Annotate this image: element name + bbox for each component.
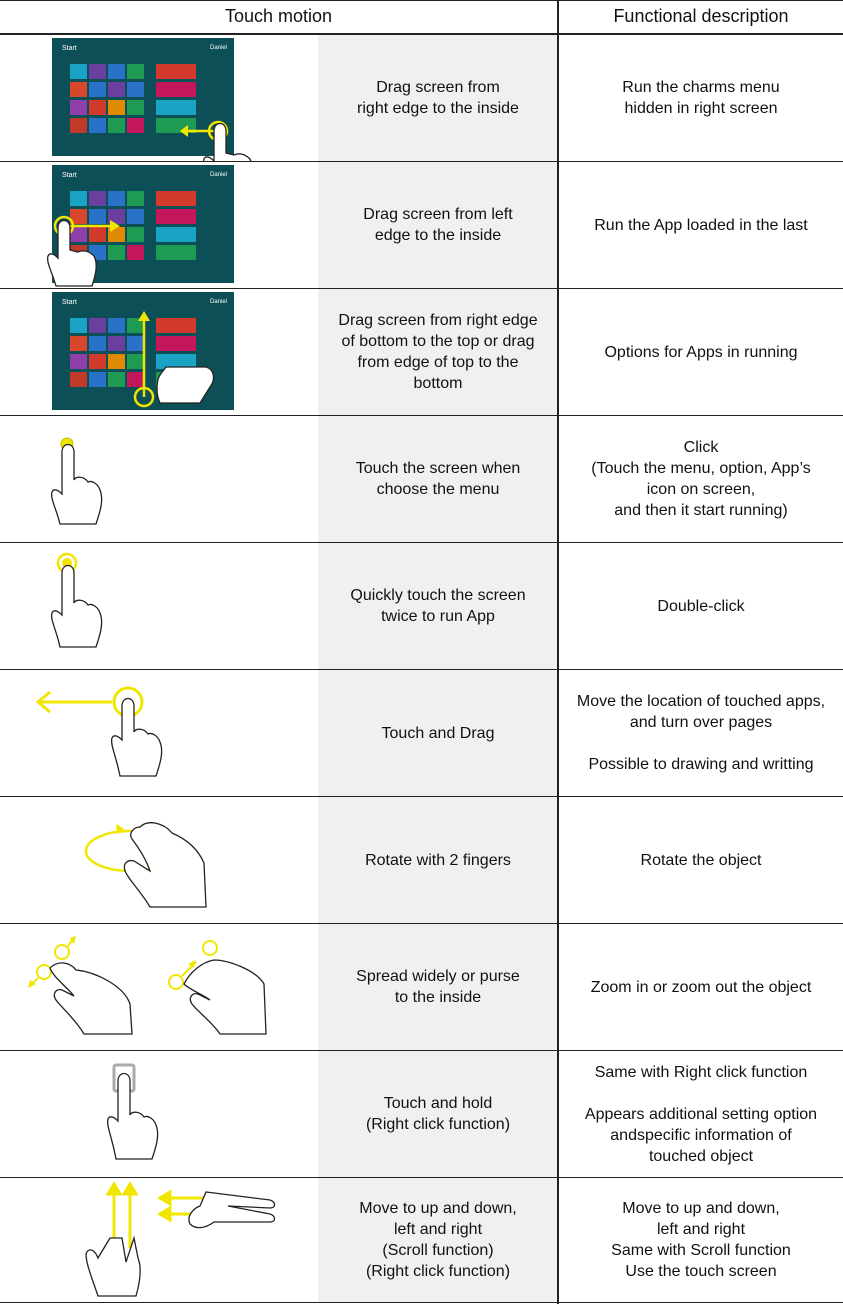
table-row — [0, 1051, 843, 1178]
start-label: Start — [62, 299, 77, 306]
app-tile — [127, 227, 144, 242]
app-tile — [70, 372, 87, 387]
app-tile — [127, 118, 144, 133]
app-tile — [156, 245, 196, 260]
touch-motion-text: Drag screen from right edge to the inside — [318, 35, 558, 161]
table-row — [0, 289, 843, 416]
touch-motion-text: Move to up and down, left and right (Scroll function) (Right click function) — [318, 1178, 558, 1302]
app-tile — [127, 64, 144, 79]
app-tile — [89, 100, 106, 115]
touch-hold-icon — [0, 1051, 318, 1177]
app-tile — [108, 336, 125, 351]
table-row — [0, 797, 843, 924]
start-label: Start — [62, 45, 77, 52]
functional-description-text: Run the App loaded in the last — [594, 216, 808, 234]
functional-description-text: Options for Apps in running — [604, 343, 798, 361]
app-tile — [156, 209, 196, 224]
functional-description-text: Rotate the object — [640, 851, 762, 869]
swipe-left-edge-icon — [0, 162, 318, 288]
app-tile — [89, 118, 106, 133]
app-tile — [127, 354, 144, 369]
app-tile — [108, 318, 125, 333]
touch-motion-text: Drag screen from left edge to the inside — [318, 162, 558, 288]
pinch-zoom-icon — [0, 924, 318, 1050]
touch-motion-text: Touch and Drag — [318, 670, 558, 796]
user-label: Daniel — [210, 172, 228, 178]
app-tile — [89, 64, 106, 79]
app-tile — [70, 191, 87, 206]
tap-icon — [0, 416, 318, 542]
start-label: Start — [62, 172, 77, 179]
touch-motion-text: Quickly touch the screen twice to run App — [318, 543, 558, 669]
app-tile — [89, 354, 106, 369]
app-tile — [89, 227, 106, 242]
app-tile — [108, 372, 125, 387]
double-tap-icon — [0, 543, 318, 669]
app-tile — [89, 191, 106, 206]
user-label: Daniel — [210, 45, 228, 51]
functional-description-text: Move to up and down, left and right Same with Scroll function Use the touch screen — [611, 1200, 791, 1280]
app-tile — [89, 82, 106, 97]
app-tile — [127, 372, 144, 387]
touch-motion-text: Touch and hold (Right click function) — [318, 1051, 558, 1177]
app-tile — [156, 227, 196, 242]
table-row — [0, 162, 843, 289]
user-label: Daniel — [210, 299, 228, 305]
header-functional-description: Functional description — [559, 0, 843, 35]
app-tile — [156, 191, 196, 206]
app-tile — [70, 118, 87, 133]
swipe-right-edge-icon — [0, 35, 318, 161]
drag-icon — [0, 670, 318, 796]
app-tile — [127, 191, 144, 206]
table-row — [0, 670, 843, 797]
app-tile — [108, 100, 125, 115]
table-row — [0, 1178, 843, 1303]
app-tile — [89, 318, 106, 333]
app-tile — [127, 336, 144, 351]
app-tile — [127, 82, 144, 97]
app-tile — [108, 118, 125, 133]
functional-description-text: Move the location of touched apps, and turn over pages Possible to drawing and writting — [576, 693, 826, 773]
app-tile — [156, 318, 196, 333]
touch-motion-text: Touch the screen when choose the menu — [318, 416, 558, 542]
app-tile — [156, 100, 196, 115]
two-finger-scroll-icon — [0, 1178, 318, 1302]
table-row — [0, 924, 843, 1051]
app-tile — [156, 336, 196, 351]
app-tile — [108, 191, 125, 206]
app-tile — [70, 82, 87, 97]
app-tile — [89, 336, 106, 351]
app-tile — [70, 354, 87, 369]
app-tile — [127, 209, 144, 224]
functional-description-text: Double-click — [657, 597, 745, 615]
app-tile — [156, 64, 196, 79]
swipe-bottom-edge-icon — [0, 289, 318, 415]
touch-motion-text: Spread widely or purse to the inside — [318, 924, 558, 1050]
app-tile — [108, 82, 125, 97]
rotate-icon — [0, 797, 318, 923]
table-row — [0, 35, 843, 162]
functional-description-text: Run the charms menu hidden in right screen — [622, 79, 780, 117]
app-tile — [89, 209, 106, 224]
app-tile — [127, 100, 144, 115]
app-tile — [108, 354, 125, 369]
app-tile — [156, 82, 196, 97]
table-row — [0, 543, 843, 670]
app-tile — [70, 336, 87, 351]
app-tile — [70, 318, 87, 333]
table-row — [0, 416, 843, 543]
app-tile — [127, 245, 144, 260]
app-tile — [108, 64, 125, 79]
touch-motion-text: Rotate with 2 fingers — [318, 797, 558, 923]
functional-description-text: Same with Right click function Appears additional setting option andspecific information of touched object — [584, 1063, 818, 1165]
functional-description-text: Zoom in or zoom out the object — [590, 978, 812, 996]
app-tile — [70, 64, 87, 79]
functional-description-text: Click (Touch the menu, option, App’s icon on screen, and then it start running) — [591, 439, 811, 519]
header-touch-motion: Touch motion — [0, 0, 557, 35]
app-tile — [108, 245, 125, 260]
app-tile — [89, 372, 106, 387]
app-tile — [70, 100, 87, 115]
touch-motion-text: Drag screen from right edge of bottom to the top or drag from edge of top to the bottom — [318, 289, 558, 415]
